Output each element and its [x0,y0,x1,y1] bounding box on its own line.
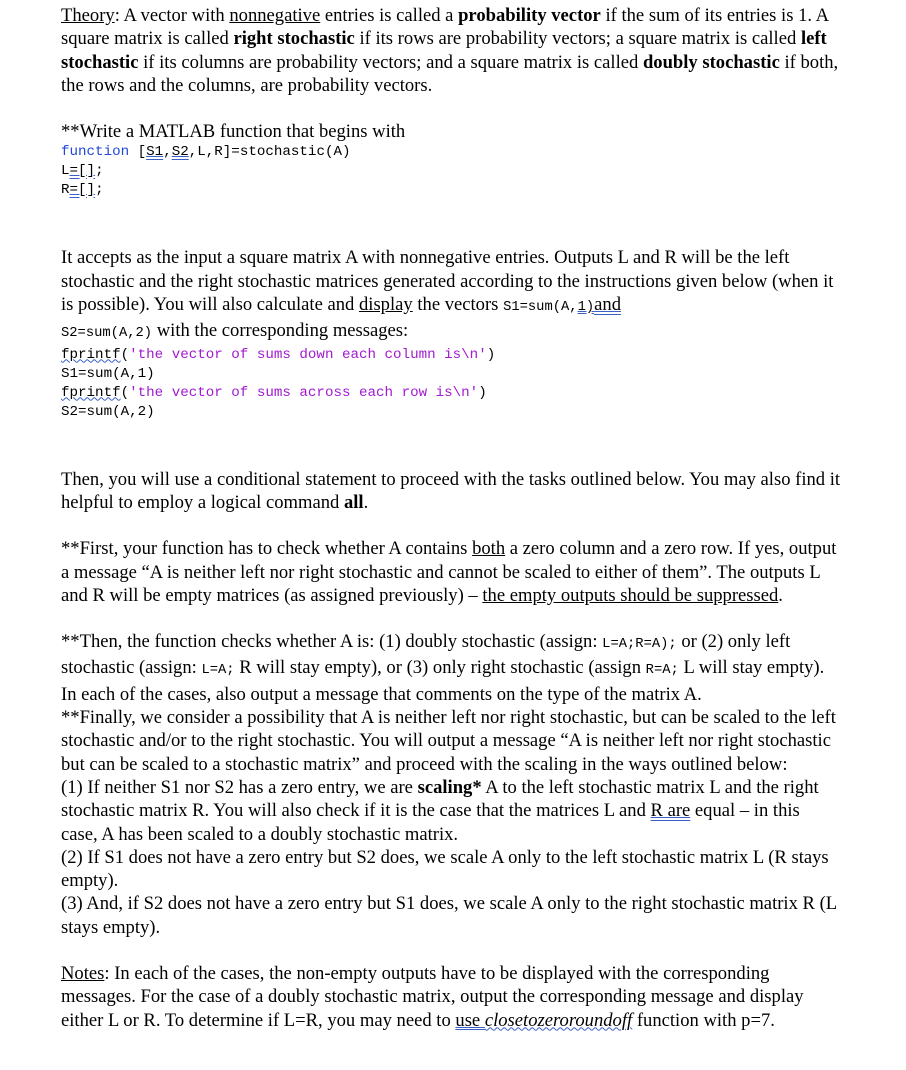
code-text: ,L,R]=stochastic(A) [188,144,351,161]
code-text: ( [120,384,130,401]
left-stochastic-term: left stochastic [61,28,827,73]
notes-label: Notes [61,963,105,985]
code-text: , [163,144,172,161]
use-word: use [455,1009,485,1031]
conditional-paragraph [61,468,841,515]
fprintf-keyword: fprintf [61,346,121,363]
theory-text: if the sum of its entries is 1. A square matrix is called [61,5,829,50]
scaling-item-3: (3) And, if S2 does not have a zero entry but S1 does, we scale A only to the right stochastic matrix R (L stays empty). [61,893,837,938]
s1-output: S1 [146,144,164,161]
theory-text: entries is called a [320,5,459,26]
function-keyword: function [61,144,130,161]
s2-output: S2 [171,144,189,161]
suppressed-phrase: the empty outputs should be suppressed [482,584,779,606]
code-text: ( [120,346,130,363]
s1-code-line: S1=sum(A,1) [61,365,155,382]
theory-text: if both, the rows and the columns, are probability vectors. [61,51,839,96]
accepts-text: with the corresponding messages: [152,320,409,342]
accepts-paragraph [61,246,841,345]
left-assign-code: L=A; [201,663,235,679]
theory-label: Theory [61,5,115,26]
first-text: **First, your function has to check whether A contains [61,538,473,560]
and-word: and [594,294,621,316]
r-var: R [61,182,70,199]
s1-inline-code: S1=sum(A, [503,300,578,316]
document-body [61,4,841,1032]
code-text: ; [95,182,104,199]
function-signature-code [61,143,841,200]
doubly-stochastic-term: doubly stochastic [642,51,780,73]
r-assign: =[] [69,182,96,199]
conditional-text: Then, you will use a conditional statement to proceed with the tasks outlined below. You may also find it helpful to employ a logical command [61,468,841,513]
item1-text: equal – in this case, A has been scaled to a doubly stochastic matrix. [61,800,800,845]
messages-code-block [61,346,841,422]
task-intro: **Write a MATLAB function that begins with [61,121,406,143]
right-assign-code: R=A; [645,663,679,679]
finally-paragraph: **Finally, we consider a possibility that A is neither left nor right stochastic, but can be scaled to the left stochastic and/or to the right stochastic. You will output a message “A is neither left nor right stochastic but can be scaled to a stochastic matrix” and proceed with the scaling in the ways outlined below: [61,707,836,775]
type-text: or (2) only left stochastic (assign: [61,631,791,679]
theory-text: if its columns are probability vectors; and a square matrix is called [138,51,643,73]
theory-text: : A vector with [114,5,230,26]
accepts-text: It accepts as the input a square matrix A with nonnegative entries. Outputs L and R will be the left stochastic and the right stochastic matrices generated according to the instructions given below (when it is possible). You will also calculate and [61,247,834,316]
item1-text: (1) If neither S1 nor S2 has a zero entry, we are [61,776,418,798]
right-stochastic-term: right stochastic [233,28,355,50]
notes-text: function with p=7. [632,1009,775,1031]
notes-paragraph [61,962,841,1032]
first-check-paragraph [61,537,841,607]
type-text: **Then, the function checks whether A is: (1) doubly stochastic (assign: [61,631,603,653]
accepts-text: the vectors [412,294,504,316]
scaling-item-1 [61,776,841,846]
type-text: L will stay empty). In each of the cases, also output a message that comments on the type of the matrix A. [61,657,825,705]
conditional-text: . [363,491,369,513]
doubly-assign-code: L=A;R=A); [602,637,677,653]
probability-vector-term: probability vector [458,5,601,26]
closetozeroroundoff-function: closetozeroroundoff [484,1009,633,1031]
type-check-paragraph [61,630,841,706]
code-text: ) [478,384,487,401]
column-message-string: 'the vector of sums down each column is\n' [129,346,487,363]
scaling-term: scaling* [417,776,482,798]
s2-code-line: S2=sum(A,2) [61,403,155,420]
first-text: a zero column and a zero row. If yes, output a message “A is neither left nor right stochastic and cannot be scaled to either of them”. The outputs L and R will be empty matrices (as assigned previously) – [61,538,837,606]
notes-text: : In each of the cases, the non-empty outputs have to be displayed with the corresponding messages. For the case of a doubly stochastic matrix, output the corresponding message and display either L or R. To determine if L=R, you may need to [61,963,804,1031]
nonnegative-word: nonnegative [229,5,321,26]
all-command: all [343,491,364,513]
l-var: L [61,163,70,180]
row-message-string: 'the vector of sums across each row is\n' [129,384,479,401]
code-text: ) [486,346,496,363]
first-text: . [778,584,783,606]
r-are-phrase: R are [650,800,691,822]
l-assign: =[] [69,163,96,180]
code-text: ; [95,163,104,180]
both-word: both [472,538,506,560]
code-text: [ [129,144,147,161]
type-text: R will stay empty), or (3) only right stochastic (assign [234,657,646,679]
scaling-item-2: (2) If S1 does not have a zero entry but S2 does, we scale A only to the left stochastic matrix L (R stays empty). [61,846,829,892]
fprintf-keyword: fprintf [61,384,121,401]
theory-text: if its rows are probability vectors; a square matrix is called [354,28,801,50]
s2-inline-code: S2=sum(A,2) [61,326,153,342]
theory-paragraph [61,4,841,97]
display-word: display [358,294,413,316]
s1-inline-code-end: 1) [577,300,595,316]
item1-text: A to the left stochastic matrix L and the right stochastic matrix R. You will also check if it is the case that the matrices L and [61,776,819,822]
